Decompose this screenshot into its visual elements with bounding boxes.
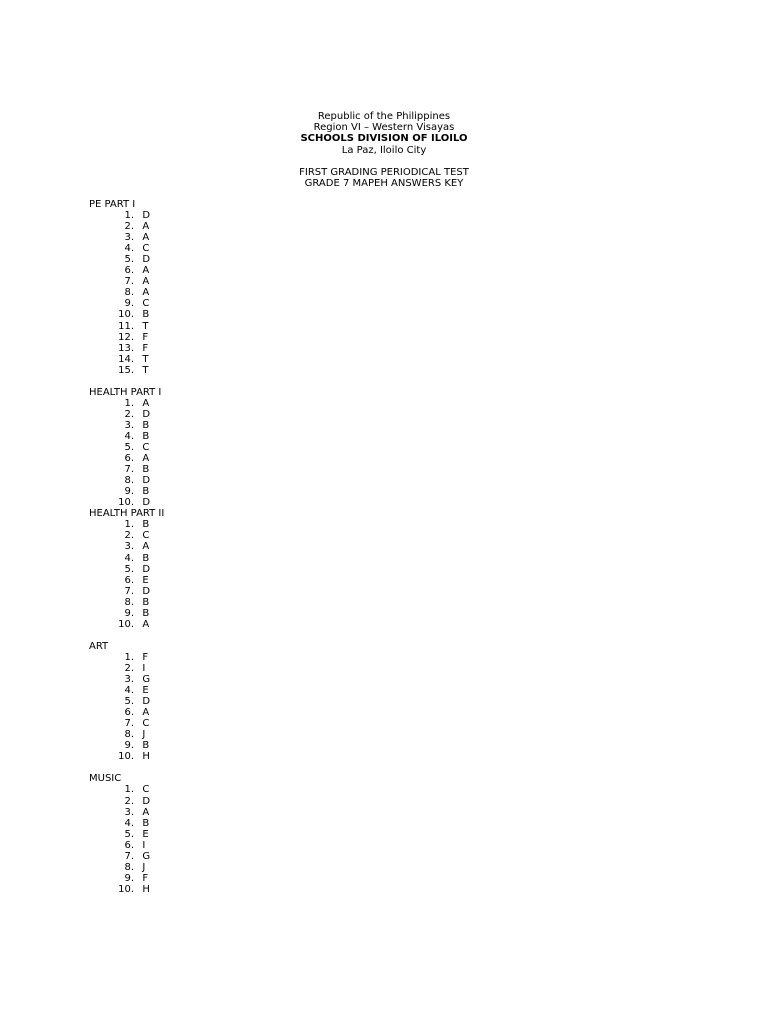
item-number: 1. (124, 397, 134, 409)
list-item (89, 221, 164, 232)
item-answer: C (142, 442, 150, 454)
item-answer: B (142, 519, 150, 531)
list-item (89, 784, 164, 795)
list-item (89, 365, 164, 376)
item-answer: B (142, 464, 150, 476)
item-answer: B (142, 596, 150, 608)
list-item (89, 862, 164, 873)
list-item (89, 343, 164, 354)
item-answer: T (142, 320, 149, 332)
item-number: 7. (124, 850, 134, 862)
item-number: 3. (124, 232, 134, 244)
answer-list (89, 784, 164, 894)
item-number: 4. (124, 685, 134, 697)
item-answer: D (142, 497, 151, 509)
item-answer: B (142, 486, 150, 498)
item-number: 9. (124, 298, 134, 310)
list-item (89, 254, 164, 265)
item-answer: E (142, 574, 149, 586)
document-header (0, 111, 768, 189)
answer-sections (89, 199, 164, 895)
item-answer: J (142, 861, 146, 873)
list-item (89, 464, 164, 475)
list-item (89, 497, 164, 508)
item-number: 10. (118, 497, 134, 509)
list-item (89, 674, 164, 685)
item-answer: A (142, 221, 150, 233)
item-answer: B (142, 419, 150, 431)
item-number: 2. (124, 408, 134, 420)
item-number: 7. (124, 464, 134, 476)
item-answer: C (142, 718, 150, 730)
item-answer: F (142, 331, 149, 343)
item-number: 3. (124, 806, 134, 818)
item-number: 2. (124, 662, 134, 674)
item-answer: D (142, 696, 151, 708)
item-answer: F (142, 342, 149, 354)
list-item (89, 409, 164, 420)
item-answer: B (142, 607, 150, 619)
item-number: 7. (124, 718, 134, 730)
header-gap (0, 156, 768, 167)
list-item (89, 354, 164, 365)
item-number: 8. (124, 729, 134, 741)
list-item (89, 332, 164, 343)
item-number: 12. (118, 331, 134, 343)
item-answer: B (142, 309, 150, 321)
list-item (89, 309, 164, 320)
item-number: 1. (124, 519, 134, 531)
item-number: 8. (124, 861, 134, 873)
item-answer: E (142, 685, 149, 697)
section-title: PE PART I (89, 199, 136, 210)
item-answer: A (142, 287, 150, 299)
item-number: 5. (124, 828, 134, 840)
item-answer: A (142, 265, 150, 277)
list-item (89, 608, 164, 619)
item-answer: J (142, 729, 146, 741)
section-title: HEALTH PART II (89, 508, 165, 520)
list-item (89, 696, 164, 707)
item-answer: T (142, 353, 149, 365)
list-item (89, 298, 164, 309)
item-answer: D (142, 585, 151, 597)
list-item (89, 519, 164, 530)
item-number: 1. (124, 784, 134, 796)
item-number: 5. (124, 254, 134, 266)
item-number: 10. (118, 751, 134, 763)
section-spacer (89, 630, 164, 641)
item-number: 1. (124, 210, 134, 222)
list-item (89, 442, 164, 453)
list-item (89, 486, 164, 497)
item-answer: D (142, 795, 151, 807)
list-item (89, 873, 164, 884)
list-item (89, 586, 164, 597)
header-division: SCHOOLS DIVISION OF ILOILO (300, 133, 468, 145)
item-answer: A (142, 453, 150, 465)
section-spacer (89, 762, 164, 773)
list-item (89, 475, 164, 486)
list-item (89, 541, 164, 552)
item-number: 7. (124, 585, 134, 597)
list-item (89, 431, 164, 442)
item-number: 6. (124, 453, 134, 465)
item-answer: A (142, 397, 150, 409)
item-number: 4. (124, 817, 134, 829)
list-item (89, 740, 164, 751)
list-item (89, 530, 164, 541)
item-number: 8. (124, 475, 134, 487)
item-answer: T (142, 364, 149, 376)
item-answer: B (142, 552, 150, 564)
item-number: 8. (124, 287, 134, 299)
item-number: 5. (124, 442, 134, 454)
item-answer: C (142, 243, 150, 255)
item-answer: D (142, 254, 151, 266)
item-answer: A (142, 707, 150, 719)
answer-list (89, 652, 164, 762)
list-item (89, 553, 164, 564)
item-number: 9. (124, 872, 134, 884)
item-answer: G (142, 674, 151, 686)
item-number: 15. (118, 364, 134, 376)
item-number: 8. (124, 596, 134, 608)
section-title: HEALTH PART I (89, 386, 162, 398)
item-number: 1. (124, 651, 134, 663)
item-answer: A (142, 276, 150, 288)
answer-list (89, 210, 164, 376)
item-answer: E (142, 828, 149, 840)
list-item (89, 685, 164, 696)
item-number: 5. (124, 563, 134, 575)
header-location: La Paz, Iloilo City (341, 144, 427, 156)
item-answer: A (142, 618, 150, 630)
item-number: 10. (118, 309, 134, 321)
item-number: 6. (124, 574, 134, 586)
section-title: ART (89, 640, 109, 652)
list-item (89, 420, 164, 431)
item-number: 3. (124, 674, 134, 686)
item-answer: A (142, 232, 150, 244)
list-item (89, 287, 164, 298)
header-region: Region VI – Western Visayas (313, 122, 455, 134)
header-answer-key-title: GRADE 7 MAPEH ANSWERS KEY (304, 178, 464, 190)
item-answer: D (142, 210, 151, 222)
item-answer: F (142, 651, 149, 663)
list-item (89, 619, 164, 630)
list-item (89, 718, 164, 729)
item-number: 6. (124, 707, 134, 719)
item-answer: D (142, 408, 151, 420)
list-item (89, 751, 164, 762)
list-item (89, 232, 164, 243)
item-number: 4. (124, 430, 134, 442)
item-answer: C (142, 784, 150, 796)
list-item (89, 840, 164, 851)
item-number: 2. (124, 221, 134, 233)
item-number: 2. (124, 795, 134, 807)
item-number: 14. (118, 353, 134, 365)
item-number: 9. (124, 486, 134, 498)
answer-list (89, 398, 164, 508)
item-answer: C (142, 530, 150, 542)
list-item (89, 663, 164, 674)
item-number: 6. (124, 839, 134, 851)
section-title: MUSIC (89, 773, 122, 785)
list-item (89, 265, 164, 276)
header-test-title: FIRST GRADING PERIODICAL TEST (299, 166, 469, 178)
list-item (89, 729, 164, 740)
item-number: 10. (118, 618, 134, 630)
section-spacer (89, 376, 164, 387)
item-answer: C (142, 298, 150, 310)
list-item (89, 829, 164, 840)
item-answer: G (142, 850, 151, 862)
item-number: 4. (124, 243, 134, 255)
list-item (89, 243, 164, 254)
item-number: 4. (124, 552, 134, 564)
list-item (89, 597, 164, 608)
list-item (89, 453, 164, 464)
item-answer: B (142, 740, 150, 752)
list-item (89, 276, 164, 287)
item-number: 13. (118, 342, 134, 354)
list-item (89, 652, 164, 663)
item-number: 9. (124, 607, 134, 619)
list-item (89, 321, 164, 332)
item-answer: H (142, 883, 150, 895)
item-answer: D (142, 563, 151, 575)
item-number: 10. (118, 883, 134, 895)
item-answer: B (142, 430, 150, 442)
item-answer: F (142, 872, 149, 884)
item-answer: I (142, 662, 146, 674)
list-item (89, 796, 164, 807)
item-answer: I (142, 839, 146, 851)
item-answer: H (142, 751, 150, 763)
header-republic: Republic of the Philippines (317, 111, 451, 122)
item-answer: D (142, 475, 151, 487)
list-item (89, 807, 164, 818)
list-item (89, 210, 164, 221)
item-number: 3. (124, 419, 134, 431)
item-answer: A (142, 806, 150, 818)
item-number: 7. (124, 276, 134, 288)
item-number: 2. (124, 530, 134, 542)
list-item (89, 884, 164, 895)
item-number: 6. (124, 265, 134, 277)
answer-list (89, 519, 164, 629)
item-number: 9. (124, 740, 134, 752)
item-answer: A (142, 541, 150, 553)
list-item (89, 707, 164, 718)
item-number: 11. (118, 320, 134, 332)
item-number: 3. (124, 541, 134, 553)
list-item (89, 818, 164, 829)
list-item (89, 398, 164, 409)
list-item (89, 575, 164, 586)
list-item (89, 851, 164, 862)
list-item (89, 564, 164, 575)
item-answer: B (142, 817, 150, 829)
item-number: 5. (124, 696, 134, 708)
